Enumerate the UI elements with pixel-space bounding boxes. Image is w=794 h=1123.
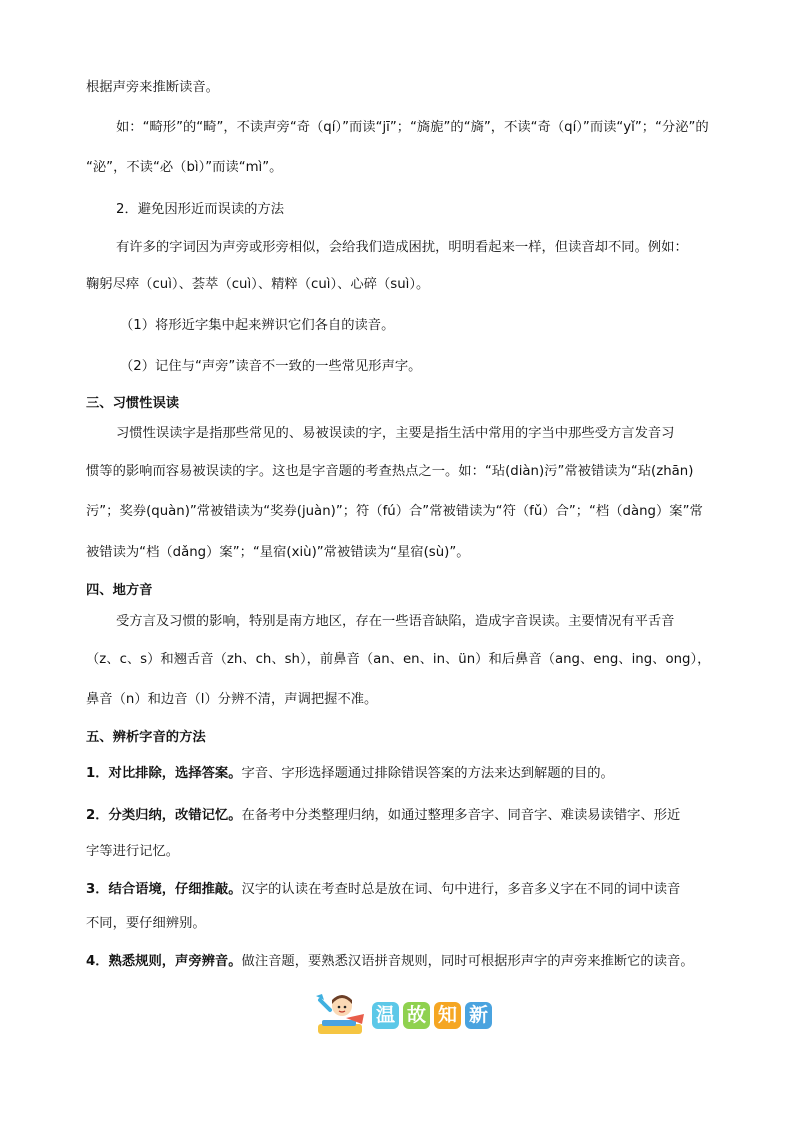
method-item-2-title: 2．分类归纳，改错记忆。 (86, 808, 242, 823)
method-item-4-title: 4．熟悉规则，声旁辨音。 (86, 954, 242, 969)
method-item-1 (86, 764, 716, 784)
list-item-2: （2）记住与“声旁”读音不一致的一些常见形声字。 (120, 359, 422, 374)
banner-char-zhi: 知 (434, 1002, 461, 1029)
paragraph-dialect-3: 鼻音（n）和边音（l）分辨不清，声调把握不准。 (86, 692, 378, 707)
section-heading-3: 三、习惯性误读 (86, 396, 180, 411)
paragraph-habitual-2: 惯等的影响而容易被误读的字。这也是字音题的考查热点之一。如：“玷(diàn)污”常被错读为“玷(zhān) (86, 464, 694, 479)
method-item-2-cont: 字等进行记忆。 (86, 844, 180, 859)
method-item-2-text: 在备考中分类整理归纳，如通过整理多音字、同音字、难读易读错字、形近 (241, 808, 681, 823)
paragraph-habitual-1: 习惯性误读字是指那些常见的、易被误读的字，主要是指生活中常用的字当中那些受方言发音习 (116, 426, 675, 441)
paragraph-habitual-3: 污”；奖券(quàn)”常被错读为“奖券(juàn)”；符（fú）合”常被错读为“符（fǔ）合”；“档（dàng）案”常 (86, 504, 703, 519)
method-item-3 (86, 880, 716, 900)
paragraph-dialect-2: （z、c、s）和翘舌音（zh、ch、sh），前鼻音（an、en、in、ün）和后鼻音（ang、eng、ing、ong）， (86, 652, 711, 667)
paragraph-intro: 根据声旁来推断读音。 (86, 80, 219, 95)
paragraph-similar-shape-cont: 鞠躬尽瘁（cuì）、荟萃（cuì）、精粹（cuì）、心碎（suì）。 (86, 277, 430, 292)
method-item-4-text: 做注音题，要熟悉汉语拼音规则，同时可根据形声字的声旁来推断它的读音。 (241, 954, 694, 969)
paragraph-similar-shape: 有许多的字词因为声旁或形旁相似，会给我们造成困扰，明明看起来一样，但读音却不同。例如： (116, 240, 688, 255)
method-item-1-title: 1．对比排除，选择答案。 (86, 766, 242, 781)
paragraph-example-1-cont: “泌”，不读“必（bì）”而读“mì”。 (86, 160, 283, 175)
section-heading-4: 四、地方音 (86, 583, 153, 598)
banner-char-xin: 新 (465, 1002, 492, 1029)
method-item-4 (86, 952, 716, 972)
method-item-3-text: 汉字的认读在考查时总是放在词、句中进行，多音多义字在不同的词中读音 (241, 882, 681, 897)
list-item-1: （1）将形近字集中起来辨识它们各自的读音。 (120, 318, 395, 333)
subheading-method-2: 2．避免因形近而误读的方法 (116, 202, 285, 217)
section-heading-5: 五、辨析字音的方法 (86, 730, 206, 745)
paragraph-example-1: 如：“畸形”的“畸”，不读声旁“奇（qí）”而读“jī”；“旖旎”的“旖”，不读“奇（qí）”而读“yǐ”；“分泌”的 (116, 120, 709, 135)
method-item-3-cont: 不同，要仔细辨别。 (86, 916, 206, 931)
paragraph-habitual-4: 被错读为“档（dǎng）案”；“星宿(xiù)”常被错读为“星宿(sù)”。 (86, 545, 470, 560)
banner-char-gu: 故 (403, 1002, 430, 1029)
banner-char-wen: 温 (372, 1002, 399, 1029)
paragraph-dialect-1: 受方言及习惯的影响，特别是南方地区，存在一些语音缺陷，造成字音误读。主要情况有平舌音 (116, 614, 675, 629)
method-item-1-text: 字音、字形选择题通过排除错误答案的方法来达到解题的目的。 (241, 766, 614, 781)
method-item-2 (86, 806, 716, 826)
method-item-3-title: 3．结合语境，仔细推敲。 (86, 882, 242, 897)
review-banner (312, 990, 502, 1038)
student-mascot-icon (312, 990, 370, 1038)
